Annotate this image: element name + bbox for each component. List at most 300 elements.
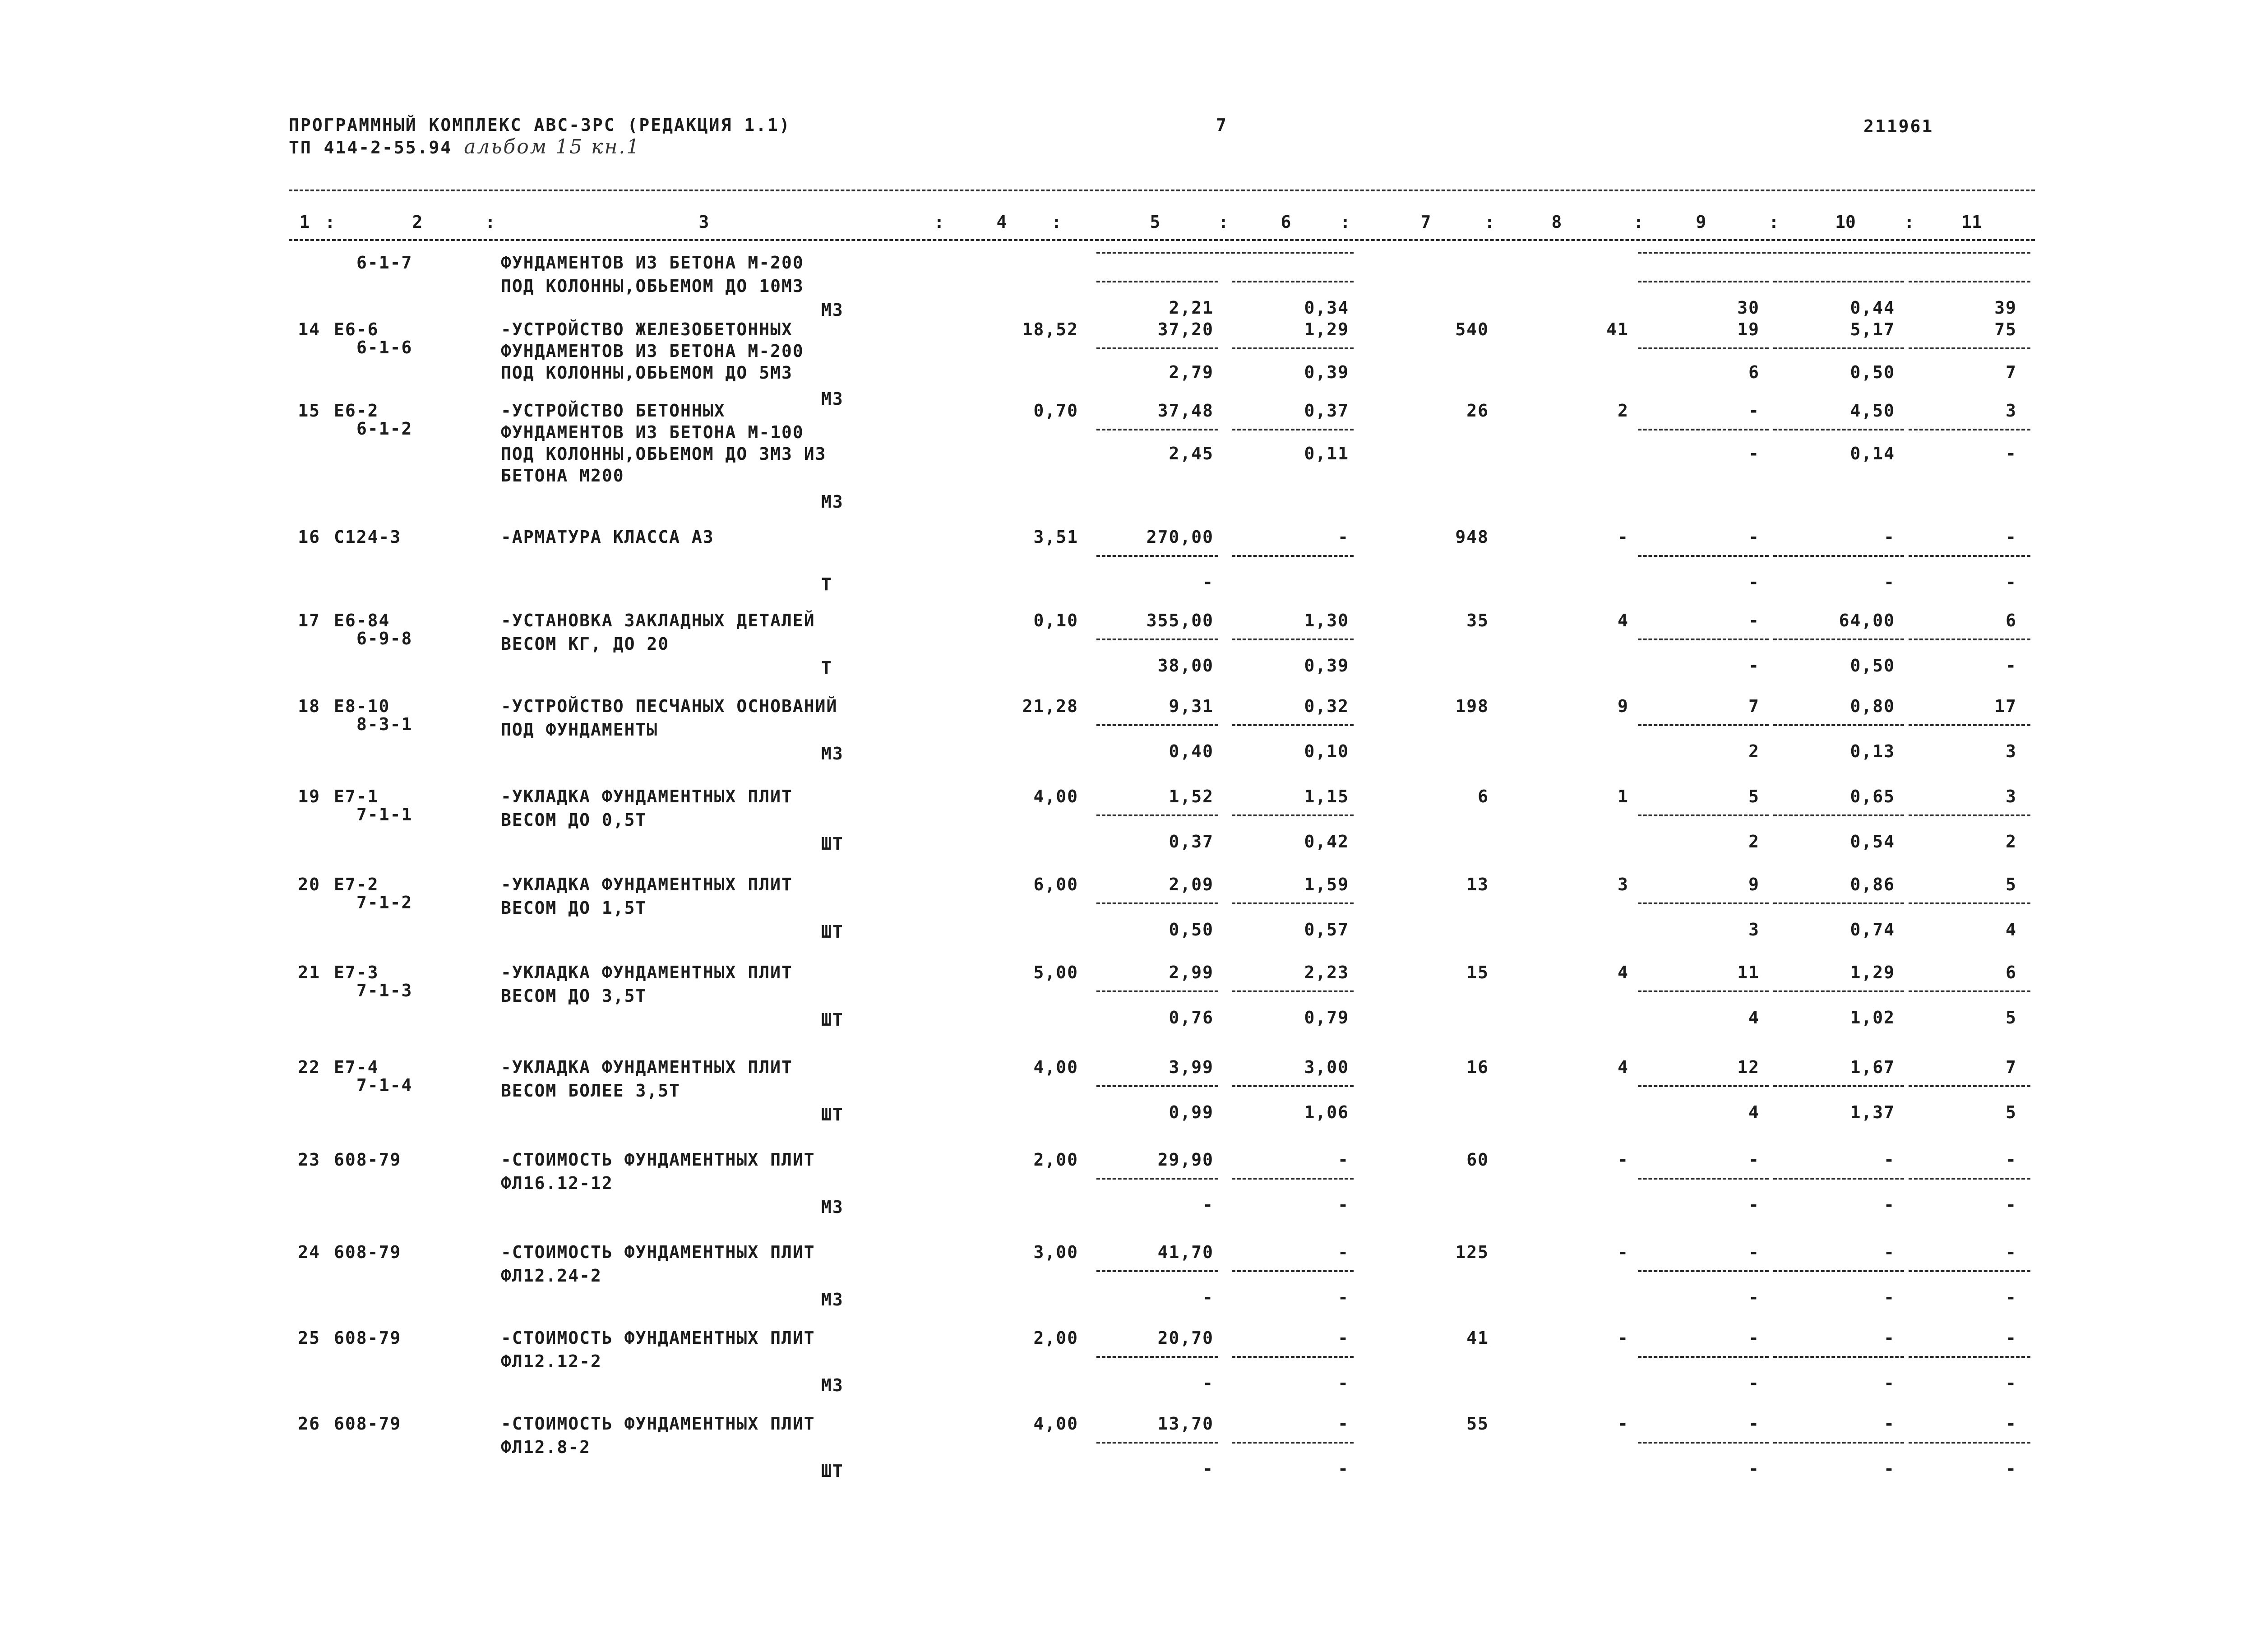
cell-col6-top: 1,59 xyxy=(1304,875,1349,894)
fraction-divider xyxy=(1909,902,2030,904)
cell-col6-bottom: - xyxy=(1338,1195,1349,1215)
fraction-divider xyxy=(1638,902,1769,904)
column-header-11: 11 xyxy=(1961,212,1982,232)
fraction-divider xyxy=(1909,639,2030,640)
header-project-code xyxy=(289,135,640,158)
fraction-divider xyxy=(1638,252,2030,254)
row-number: 14 xyxy=(298,319,320,339)
cell-col4: 4,00 xyxy=(1033,1057,1078,1077)
cell-col4: 2,00 xyxy=(1033,1328,1078,1348)
cell-col7: 6 xyxy=(1478,787,1489,806)
header-program-title: ПРОГРАММНЫЙ КОМПЛЕКС АВС-3РС (РЕДАКЦИЯ 1.1) xyxy=(289,115,791,135)
row-description-line: -АРМАТУРА КЛАССА А3 xyxy=(501,527,714,547)
cell-col9-top: - xyxy=(1748,611,1760,630)
fraction-divider xyxy=(1638,555,1769,557)
cell-col10-top: 0,80 xyxy=(1850,696,1895,716)
cell-col11-bottom: 4 xyxy=(2006,920,2017,939)
cell-col5-top: 3,99 xyxy=(1169,1057,1214,1077)
row-subcode: 7-1-4 xyxy=(356,1075,413,1095)
fraction-divider xyxy=(1638,281,1769,282)
fraction-divider xyxy=(1773,1178,1904,1180)
cell-col7: 15 xyxy=(1466,963,1489,982)
cell-col10-bottom: - xyxy=(1884,572,1895,592)
row-code: Е7-1 xyxy=(334,787,379,806)
cell-col9-bottom: - xyxy=(1748,572,1760,592)
fraction-divider xyxy=(1232,1442,1354,1444)
row-description-line: -УКЛАДКА ФУНДАМЕНТНЫХ ПЛИТ xyxy=(501,1057,793,1077)
cell-col4: 2,00 xyxy=(1033,1150,1078,1170)
cell-col10-top: 1,29 xyxy=(1850,963,1895,982)
cell-col6-bottom: 0,34 xyxy=(1304,298,1349,318)
cell-col7: 35 xyxy=(1466,611,1489,630)
cell-col4: 21,28 xyxy=(1022,696,1078,716)
column-separator: : xyxy=(325,212,335,232)
cell-col10-top: 0,65 xyxy=(1850,787,1895,806)
fraction-divider xyxy=(1773,1356,1904,1358)
cell-col7: 540 xyxy=(1455,319,1489,339)
fraction-divider xyxy=(1909,555,2030,557)
column-header-1: 1 xyxy=(299,212,310,232)
cell-col10-top: 5,17 xyxy=(1850,319,1895,339)
row-number: 15 xyxy=(298,401,320,421)
cell-col10-bottom: - xyxy=(1884,1459,1895,1479)
row-description-line: -СТОИМОСТЬ ФУНДАМЕНТНЫХ ПЛИТ xyxy=(501,1414,815,1434)
row-unit: М3 xyxy=(821,1197,844,1217)
row-description-line: ПОД ФУНДАМЕНТЫ xyxy=(501,720,658,740)
row-description-line: -УСТРОЙСТВО БЕТОННЫХ xyxy=(501,401,726,421)
cell-col11-bottom: 5 xyxy=(2006,1102,2017,1122)
cell-col4: 18,52 xyxy=(1022,319,1078,339)
fraction-divider xyxy=(1232,1178,1354,1180)
cell-col6-top: - xyxy=(1338,1242,1349,1262)
cell-col5-top: 13,70 xyxy=(1157,1414,1214,1434)
cell-col9-top: 5 xyxy=(1748,787,1760,806)
row-description-line: ВЕСОМ ДО 0,5Т xyxy=(501,810,647,830)
row-description-line: ФУНДАМЕНТОВ ИЗ БЕТОНА М-200 xyxy=(501,341,804,361)
row-unit: ШТ xyxy=(821,1461,844,1481)
fraction-divider xyxy=(1909,281,2030,282)
cell-col4: 3,51 xyxy=(1033,527,1078,547)
fraction-divider xyxy=(1909,347,2030,349)
cell-col8: 4 xyxy=(1618,1057,1629,1077)
row-unit: М3 xyxy=(821,1375,844,1395)
cell-col6-bottom: 1,06 xyxy=(1304,1102,1349,1122)
fraction-divider xyxy=(1096,281,1218,282)
cell-col8: 4 xyxy=(1618,611,1629,630)
fraction-divider xyxy=(1232,990,1354,992)
cell-col8: 4 xyxy=(1618,963,1629,982)
row-description-line: -УСТАНОВКА ЗАКЛАДНЫХ ДЕТАЛЕЙ xyxy=(501,611,815,630)
cell-col5-bottom: 2,21 xyxy=(1169,298,1214,318)
cell-col10-bottom: - xyxy=(1884,1287,1895,1307)
cell-col4: 5,00 xyxy=(1033,963,1078,982)
fraction-divider xyxy=(1909,1442,2030,1444)
row-description-line: ФЛ12.24-2 xyxy=(501,1266,602,1286)
row-number: 23 xyxy=(298,1150,320,1170)
row-code: Е7-3 xyxy=(334,963,379,982)
fraction-divider xyxy=(1773,347,1904,349)
column-header-4: 4 xyxy=(996,212,1007,232)
cell-col9-bottom: - xyxy=(1748,656,1760,676)
cell-col9-top: 19 xyxy=(1737,319,1760,339)
cell-col9-bottom: 4 xyxy=(1748,1102,1760,1122)
cell-col5-bottom: 0,76 xyxy=(1169,1008,1214,1027)
cell-col9-top: - xyxy=(1748,401,1760,421)
row-description-line: ВЕСОМ ДО 3,5Т xyxy=(501,986,647,1006)
row-unit: ШТ xyxy=(821,834,844,854)
row-code: 608-79 xyxy=(334,1328,402,1348)
row-subcode: 6-1-7 xyxy=(356,253,413,273)
project-code-handwritten: альбом 15 кн.1 xyxy=(464,135,641,158)
cell-col5-bottom: - xyxy=(1202,1459,1214,1479)
row-subcode: 6-1-2 xyxy=(356,419,413,439)
cell-col6-top: - xyxy=(1338,1328,1349,1348)
cell-col5-bottom: - xyxy=(1202,572,1214,592)
column-header-10: 10 xyxy=(1835,212,1856,232)
cell-col6-bottom: 0,42 xyxy=(1304,832,1349,851)
fraction-divider xyxy=(1638,814,1769,816)
cell-col6-bottom: - xyxy=(1338,1459,1349,1479)
cell-col9-bottom: 4 xyxy=(1748,1008,1760,1027)
row-code: 608-79 xyxy=(334,1242,402,1262)
row-description-line: ФУНДАМЕНТОВ ИЗ БЕТОНА М-100 xyxy=(501,422,804,442)
cell-col9-top: - xyxy=(1748,1242,1760,1262)
row-unit: М3 xyxy=(821,744,844,764)
cell-col4: 0,10 xyxy=(1033,611,1078,630)
row-subcode: 7-1-3 xyxy=(356,981,413,1000)
cell-col4: 6,00 xyxy=(1033,875,1078,894)
cell-col6-top: 1,15 xyxy=(1304,787,1349,806)
cell-col11-top: 6 xyxy=(2006,963,2017,982)
cell-col5-top: 20,70 xyxy=(1157,1328,1214,1348)
fraction-divider xyxy=(1638,429,1769,430)
row-number: 17 xyxy=(298,611,320,630)
column-header-9: 9 xyxy=(1696,212,1706,232)
cell-col5-top: 2,99 xyxy=(1169,963,1214,982)
cell-col11-bottom: - xyxy=(2006,1195,2017,1215)
row-description-line: ВЕСОМ КГ, ДО 20 xyxy=(501,634,670,654)
fraction-divider xyxy=(1232,555,1354,557)
cell-col11-top: - xyxy=(2006,1414,2017,1434)
row-code: Е7-2 xyxy=(334,875,379,894)
cell-col6-top: - xyxy=(1338,527,1349,547)
cell-col4: 4,00 xyxy=(1033,1414,1078,1434)
cell-col10-bottom: 0,50 xyxy=(1850,656,1895,676)
fraction-divider xyxy=(1773,1270,1904,1272)
fraction-divider xyxy=(1773,1442,1904,1444)
cell-col10-bottom: 0,14 xyxy=(1850,444,1895,463)
cell-col9-bottom: 3 xyxy=(1748,920,1760,939)
column-separator: : xyxy=(1904,212,1914,232)
cell-col10-bottom: 0,74 xyxy=(1850,920,1895,939)
cell-col11-bottom: 2 xyxy=(2006,832,2017,851)
cell-col5-top: 2,09 xyxy=(1169,875,1214,894)
cell-col10-top: - xyxy=(1884,1150,1895,1170)
row-unit: М3 xyxy=(821,300,844,320)
cell-col4: 3,00 xyxy=(1033,1242,1078,1262)
row-subcode: 7-1-1 xyxy=(356,805,413,824)
cell-col9-bottom: - xyxy=(1748,1459,1760,1479)
cell-col9-bottom: 2 xyxy=(1748,741,1760,761)
column-separator: : xyxy=(1484,212,1495,232)
cell-col9-top: - xyxy=(1748,1414,1760,1434)
fraction-divider xyxy=(1232,639,1354,640)
cell-col11-bottom: - xyxy=(2006,572,2017,592)
cell-col7: 41 xyxy=(1466,1328,1489,1348)
cell-col10-bottom: 1,02 xyxy=(1850,1008,1895,1027)
cell-col11-top: 75 xyxy=(1994,319,2017,339)
cell-col10-top: 4,50 xyxy=(1850,401,1895,421)
row-code: Е8-10 xyxy=(334,696,390,716)
fraction-divider xyxy=(1773,555,1904,557)
fraction-divider xyxy=(1638,639,1769,640)
cell-col4: 4,00 xyxy=(1033,787,1078,806)
row-description-line: -УСТРОЙСТВО ПЕСЧАНЫХ ОСНОВАНИЙ xyxy=(501,696,838,716)
cell-col7: 16 xyxy=(1466,1057,1489,1077)
cell-col6-top: - xyxy=(1338,1414,1349,1434)
row-code: Е6-84 xyxy=(334,611,390,630)
cell-col11-top: - xyxy=(2006,1150,2017,1170)
row-code: 608-79 xyxy=(334,1414,402,1434)
row-description-line: ВЕСОМ ДО 1,5Т xyxy=(501,898,647,918)
cell-col10-top: 1,67 xyxy=(1850,1057,1895,1077)
table-top-rule xyxy=(289,190,2035,191)
fraction-divider xyxy=(1773,429,1904,430)
row-description-line: ФУНДАМЕНТОВ ИЗ БЕТОНА М-200 xyxy=(501,253,804,273)
cell-col5-bottom: - xyxy=(1202,1287,1214,1307)
fraction-divider xyxy=(1096,555,1218,557)
fraction-divider xyxy=(1232,1270,1354,1272)
row-number: 25 xyxy=(298,1328,320,1348)
cell-col7: 948 xyxy=(1455,527,1489,547)
cell-col6-bottom: - xyxy=(1338,1287,1349,1307)
cell-col11-bottom: - xyxy=(2006,444,2017,463)
fraction-divider xyxy=(1232,429,1354,430)
row-unit: ШТ xyxy=(821,1010,844,1030)
cell-col11-top: 7 xyxy=(2006,1057,2017,1077)
cell-col11-bottom: 39 xyxy=(1994,298,2017,318)
column-separator: : xyxy=(1218,212,1229,232)
document-number: 211961 xyxy=(1863,116,1934,136)
cell-col11-bottom: 3 xyxy=(2006,741,2017,761)
row-unit: М3 xyxy=(821,389,844,409)
cell-col9-top: 9 xyxy=(1748,875,1760,894)
row-number: 19 xyxy=(298,787,320,806)
row-code: Е6-6 xyxy=(334,319,379,339)
cell-col11-bottom: - xyxy=(2006,656,2017,676)
row-unit: М3 xyxy=(821,492,844,512)
fraction-divider xyxy=(1096,902,1218,904)
project-code-typed: ТП 414-2-55.94 xyxy=(289,138,453,157)
fraction-divider xyxy=(1638,347,1769,349)
cell-col11-bottom: - xyxy=(2006,1373,2017,1393)
cell-col5-top: 9,31 xyxy=(1169,696,1214,716)
fraction-divider xyxy=(1773,639,1904,640)
cell-col6-top: 3,00 xyxy=(1304,1057,1349,1077)
fraction-divider xyxy=(1638,1356,1769,1358)
cell-col5-top: 355,00 xyxy=(1146,611,1214,630)
fraction-divider xyxy=(1909,1356,2030,1358)
cell-col9-bottom: 6 xyxy=(1748,362,1760,382)
cell-col9-top: - xyxy=(1748,1150,1760,1170)
row-description-line: ПОД КОЛОННЫ,ОБЬЕМОМ ДО 5М3 xyxy=(501,363,793,383)
row-description-line: -УСТРОЙСТВО ЖЕЛЕЗОБЕТОННЫХ xyxy=(501,319,793,339)
column-header-5: 5 xyxy=(1150,212,1160,232)
cell-col5-bottom: 2,45 xyxy=(1169,444,1214,463)
row-description-line: -УКЛАДКА ФУНДАМЕНТНЫХ ПЛИТ xyxy=(501,963,793,982)
cell-col11-top: 17 xyxy=(1994,696,2017,716)
column-header-8: 8 xyxy=(1551,212,1562,232)
row-description-line: -СТОИМОСТЬ ФУНДАМЕНТНЫХ ПЛИТ xyxy=(501,1328,815,1348)
cell-col5-bottom: - xyxy=(1202,1195,1214,1215)
cell-col10-top: - xyxy=(1884,1414,1895,1434)
cell-col11-top: - xyxy=(2006,1328,2017,1348)
fraction-divider xyxy=(1232,347,1354,349)
fraction-divider xyxy=(1909,990,2030,992)
cell-col9-top: 11 xyxy=(1737,963,1760,982)
cell-col6-top: 1,30 xyxy=(1304,611,1349,630)
fraction-divider xyxy=(1909,1178,2030,1180)
row-code: Е7-4 xyxy=(334,1057,379,1077)
row-number: 26 xyxy=(298,1414,320,1434)
row-description-line: -УКЛАДКА ФУНДАМЕНТНЫХ ПЛИТ xyxy=(501,875,793,894)
fraction-divider xyxy=(1638,990,1769,992)
row-unit: ШТ xyxy=(821,1105,844,1124)
column-separator: : xyxy=(1633,212,1644,232)
cell-col8: 3 xyxy=(1618,875,1629,894)
cell-col9-top: 12 xyxy=(1737,1057,1760,1077)
cell-col8: 41 xyxy=(1606,319,1629,339)
fraction-divider xyxy=(1773,1085,1904,1087)
row-number: 24 xyxy=(298,1242,320,1262)
fraction-divider xyxy=(1909,429,2030,430)
cell-col10-bottom: 0,44 xyxy=(1850,298,1895,318)
row-subcode: 6-1-6 xyxy=(356,338,413,357)
cell-col8: 9 xyxy=(1618,696,1629,716)
cell-col11-top: 3 xyxy=(2006,787,2017,806)
cell-col8: - xyxy=(1618,1414,1629,1434)
page-number: 7 xyxy=(1216,115,1228,135)
cell-col10-top: 64,00 xyxy=(1839,611,1895,630)
fraction-divider xyxy=(1638,1085,1769,1087)
cell-col9-bottom: 30 xyxy=(1737,298,1760,318)
column-header-6: 6 xyxy=(1281,212,1291,232)
cell-col9-bottom: 2 xyxy=(1748,832,1760,851)
fraction-divider xyxy=(1096,1085,1218,1087)
fraction-divider xyxy=(1232,1085,1354,1087)
cell-col6-bottom: 0,39 xyxy=(1304,656,1349,676)
cell-col5-top: 41,70 xyxy=(1157,1242,1214,1262)
cell-col8: 1 xyxy=(1618,787,1629,806)
cell-col10-bottom: 1,37 xyxy=(1850,1102,1895,1122)
row-number: 21 xyxy=(298,963,320,982)
cell-col5-bottom: 0,37 xyxy=(1169,832,1214,851)
row-subcode: 8-3-1 xyxy=(356,714,413,734)
cell-col5-bottom: 0,50 xyxy=(1169,920,1214,939)
fraction-divider xyxy=(1096,252,1354,254)
fraction-divider xyxy=(1638,1178,1769,1180)
cell-col7: 198 xyxy=(1455,696,1489,716)
cell-col7: 60 xyxy=(1466,1150,1489,1170)
fraction-divider xyxy=(1232,902,1354,904)
row-subcode: 6-9-8 xyxy=(356,629,413,648)
cell-col6-bottom: 0,39 xyxy=(1304,362,1349,382)
cell-col7: 125 xyxy=(1455,1242,1489,1262)
fraction-divider xyxy=(1773,814,1904,816)
fraction-divider xyxy=(1232,724,1354,726)
cell-col6-bottom: 0,57 xyxy=(1304,920,1349,939)
fraction-divider xyxy=(1096,1442,1218,1444)
row-description-line: -УКЛАДКА ФУНДАМЕНТНЫХ ПЛИТ xyxy=(501,787,793,806)
cell-col6-top: 0,37 xyxy=(1304,401,1349,421)
cell-col10-bottom: - xyxy=(1884,1195,1895,1215)
column-separator: : xyxy=(1769,212,1779,232)
fraction-divider xyxy=(1232,814,1354,816)
cell-col8: - xyxy=(1618,527,1629,547)
fraction-divider xyxy=(1909,724,2030,726)
cell-col5-top: 37,20 xyxy=(1157,319,1214,339)
cell-col4: 0,70 xyxy=(1033,401,1078,421)
cell-col9-top: - xyxy=(1748,1328,1760,1348)
table-header-rule xyxy=(289,239,2035,241)
cell-col6-top: - xyxy=(1338,1150,1349,1170)
cell-col5-top: 270,00 xyxy=(1146,527,1214,547)
row-number: 18 xyxy=(298,696,320,716)
column-separator: : xyxy=(934,212,944,232)
cell-col10-bottom: 0,13 xyxy=(1850,741,1895,761)
row-description-line: ФЛ16.12-12 xyxy=(501,1173,613,1193)
cell-col6-bottom: - xyxy=(1338,1373,1349,1393)
row-subcode: 7-1-2 xyxy=(356,893,413,912)
cell-col10-bottom: 0,50 xyxy=(1850,362,1895,382)
fraction-divider xyxy=(1096,724,1218,726)
cell-col9-top: - xyxy=(1748,527,1760,547)
cell-col6-bottom: 0,79 xyxy=(1304,1008,1349,1027)
row-code: Е6-2 xyxy=(334,401,379,421)
fraction-divider xyxy=(1773,990,1904,992)
column-header-3: 3 xyxy=(698,212,709,232)
cell-col5-top: 1,52 xyxy=(1169,787,1214,806)
cell-col6-top: 0,32 xyxy=(1304,696,1349,716)
cell-col10-top: - xyxy=(1884,1242,1895,1262)
cell-col11-top: 6 xyxy=(2006,611,2017,630)
fraction-divider xyxy=(1096,639,1218,640)
cell-col5-top: 29,90 xyxy=(1157,1150,1214,1170)
cell-col6-bottom: 0,11 xyxy=(1304,444,1349,463)
cell-col6-top: 2,23 xyxy=(1304,963,1349,982)
fraction-divider xyxy=(1909,1085,2030,1087)
fraction-divider xyxy=(1638,724,1769,726)
column-separator: : xyxy=(485,212,495,232)
cell-col10-bottom: 0,54 xyxy=(1850,832,1895,851)
cell-col8: 2 xyxy=(1618,401,1629,421)
row-description-line: -СТОИМОСТЬ ФУНДАМЕНТНЫХ ПЛИТ xyxy=(501,1150,815,1170)
cell-col11-bottom: 5 xyxy=(2006,1008,2017,1027)
fraction-divider xyxy=(1232,1356,1354,1358)
fraction-divider xyxy=(1096,990,1218,992)
row-code: 608-79 xyxy=(334,1150,402,1170)
row-unit: Т xyxy=(821,574,832,594)
fraction-divider xyxy=(1096,1178,1218,1180)
cell-col11-top: - xyxy=(2006,527,2017,547)
row-description-line: БЕТОНА М200 xyxy=(501,466,624,486)
row-description-line: ВЕСОМ БОЛЕЕ 3,5Т xyxy=(501,1081,681,1101)
fraction-divider xyxy=(1773,281,1904,282)
row-description-line: ПОД КОЛОННЫ,ОБЬЕМОМ ДО 3М3 ИЗ xyxy=(501,444,827,464)
cell-col6-top: 1,29 xyxy=(1304,319,1349,339)
cell-col9-bottom: - xyxy=(1748,444,1760,463)
column-header-7: 7 xyxy=(1420,212,1431,232)
